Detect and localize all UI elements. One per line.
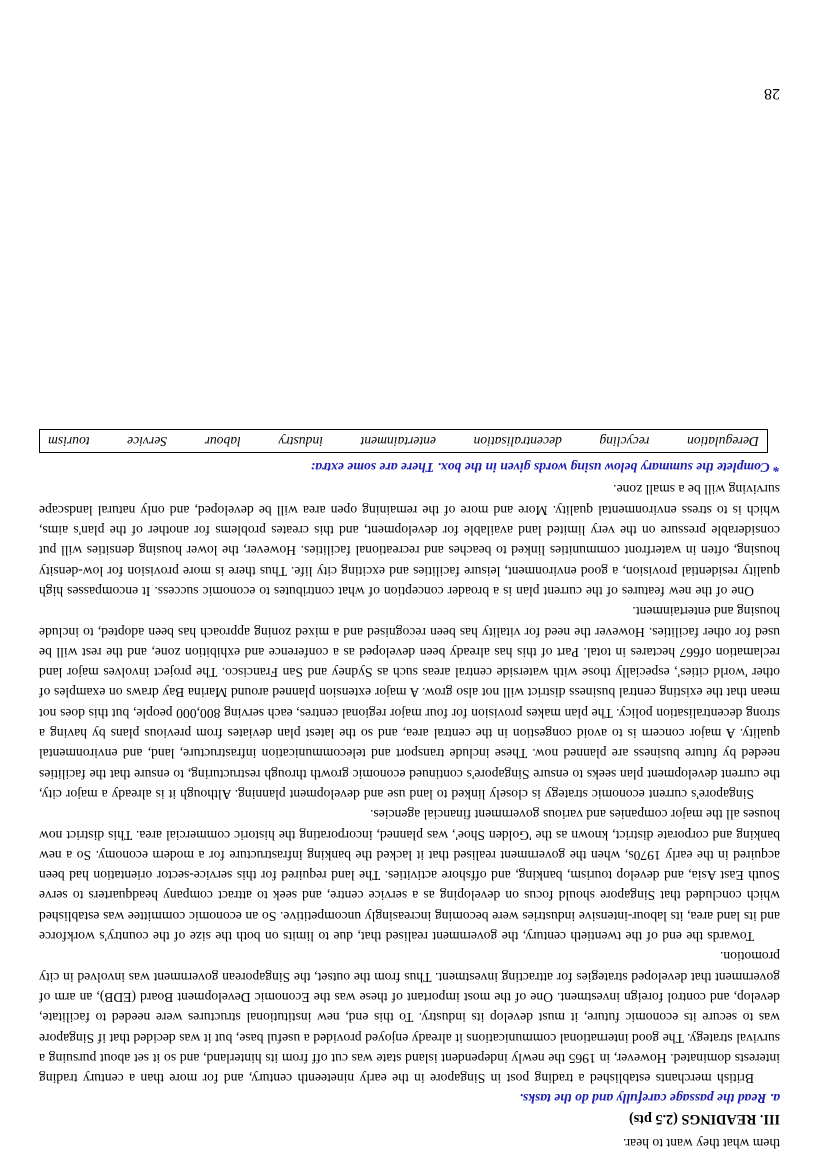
word-box-item: recycling [599, 433, 650, 449]
word-box-item: Deregulation [687, 433, 759, 449]
task-instruction: * Complete the summary below using words given in the box. There are some extra: [310, 460, 780, 476]
section-title: III. READINGS (2.5 pts) [629, 1110, 780, 1127]
page-number: 28 [764, 85, 780, 102]
word-box [39, 429, 768, 453]
word-box-item: decentralisation [473, 433, 562, 449]
section-instruction: a. Read the passage carefully and do the tasks. [519, 1091, 780, 1107]
word-box-item: tourism [48, 433, 90, 449]
paragraph: Towards the end of the twentieth century, the government realised that, due to limits on both the size of the country's workforce and its land area, its labour-intensive industries were becoming increasingly uncompetitive. So an economic committee was established which concluded that Singapore should focus on developing as a service centre, and seek to attract company headquarters to serve South East Asia, and develop tourism, banking, and offshore activities. The land required for this service-sector orientation had been acquired in the early 1970s, when the government realised that it lacked the banking infrastructure for a modern economy. So a new banking and corporate district, known as the 'Golden Shoe', was planned, incorporating the historic commercial area. This district now houses all the major companies and various government financial agencies. [39, 807, 780, 945]
word-box-item: labour [204, 433, 241, 449]
paragraph: One of the new features of the current plan is a broader conception of what contributes to economic success. It encompasses high quality residential provision, a good environment, leisure facilities and exciting city life. Thus there is more provision for low-density housing, often in waterfront communities linked to beaches and recreational facilities. However, the lower housing densities will put considerable pressure on the very limited land available for development, and this creates problems for another of the plan's aims, which is to stress environmental quality. More and more of the remaining open area will be developed, and only natural landscape surviving will be a small zone. [39, 482, 780, 599]
word-box-item: industry [278, 433, 323, 449]
paragraph: Singapore's current economic strategy is closely linked to land use and development planning. Although it is already a major city, the current development plan seeks to ensure Singapore's continued economic growth through restructuring, to ensure that the facilities needed by future business are planned now. These include transport and telecommunication infrastructure, land, and environmental quality. A major concern is to avoid congestion in the central area, and so the latest plan deviates from previous plans by having a strong decentralisation policy. The plan makes provision for four major regional centres, each serving 800,000 people, but this does not mean that the existing central business district will not also grow. A major extension planned around Marina Bay draws on examples of other 'world cities', especially those with waterside central areas such as Sydney and San Francisco. The project involves major land reclamation of667 hectares in total. Part of this has already been developed as a conference and exhibition zone, and the rest will be used for other facilities. However the need for vitality has been recognised and a mixed zoning approach has been adopted, to include housing and entertainment. [39, 604, 780, 802]
word-box-item: entertainment [360, 433, 437, 449]
paragraph: British merchants established a trading post in Singapore in the early nineteenth century, and for more than a century trading interests dominated. However, in 1965 the newly independent island state was cut off from its hinterland, and so it set about pursuing a survival strategy. The good international communications it already enjoyed provided a useful base, but it was decided that if Singapore was to secure its economic future, it must develop its industry. To this end, new institutional structures were needed to facilitate, develop, and control foreign investment. One of the most important of these was the Economic Development Board (EDB), an arm of government that developed strategies for attracting investment. Thus from the outset, the Singaporean government was involved in city promotion. [39, 949, 780, 1087]
word-box-item: Service [127, 433, 168, 449]
intro-line: them what they want to hear. [622, 1136, 780, 1151]
